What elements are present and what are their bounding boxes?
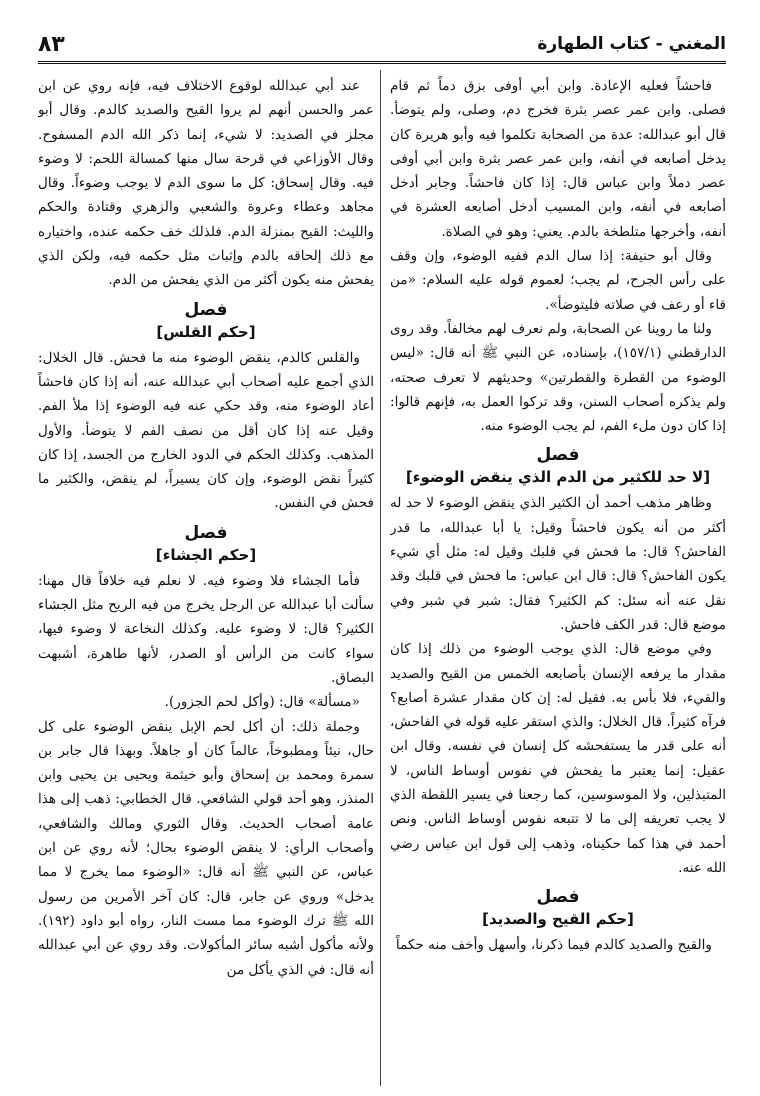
right-column — [390, 74, 726, 1084]
column-divider — [380, 70, 381, 1086]
paragraph: والقيح والصديد كالدم فيما ذكرنا، وأسهل وأخف منه حكماً — [395, 937, 712, 954]
section-subheading: [حكم القيح والصديد] — [482, 910, 634, 929]
header-rule — [38, 61, 726, 64]
paragraph: والقلس كالدم، ينقض الوضوء منه ما فحش. قال الخلال: الذي أجمع عليه أصحاب أبي عبدالله عنه، أنه إذا كان فاحشاً أعاد الوضوء منه، وقد حكي عنه فيه الوضوء إذا ملأ الفم. وقيل عنه إذا كان أقل من نصف الفم لا يتوضأ. والأول المذهب. وكذلك الحكم في الدود الخارج من الجسد، إذا كان كثيراً نقض الوضوء، وإن كان يسيراً، لم ينقض، والكثير ما فحش في النفس. — [38, 349, 374, 512]
section-heading: فصل — [536, 887, 580, 908]
paragraph: عند أبي عبدالله لوقوع الاختلاف فيه، فإنه روي عن ابن عمر والحسن أنهم لم يروا القيح والصديد كالدم. وقال أبو مجلز في الصديد: لا شيء، إنما ذكر الله الدم المسفوح. وقال الأوزاعي في قرحة سال منها كمسالة اللحم: لا وضوء فيه. وقال إسحاق: كل ما سوى الدم لا يوجب وضوءاً. وقال مجاهد وعطاء وعروة والشعبي والزهري وقتادة والحكم والليث: القيح بمنزلة الدم. فلذلك خف حكمه عنده، واختياره مع ذلك إلحاقه بالدم وإثبات مثل حكمه فيه، ولكن الذي يفحش منه يكون أكثر من الذي يفحش من الدم. — [38, 78, 374, 289]
section-subheading: [لا حد للكثير من الدم الذي ينقض الوضوء] — [405, 468, 711, 487]
paragraph: فاحشاً فعليه الإعادة. وابن أبي أوفى بزق دماً ثم قام فصلى. وابن عمر عصر بثرة فخرج دم، وصلى، ولم يتوضأ. قال أبو عبدالله: عدة من الصحابة تكلموا فيه وأبو هريرة كان يدخل أصابعه في أنفه، وابن عمر عصر بثرة وابن أبي أوفى عصر دملاً وابن عباس قال: إذا كان فاحشاً. وجابر أدخل أصابعه في أنفه، وابن المسيب أدخل أصابعه العشرة في أنفه، وأخرجها متلطخة بالدم. يعني: وهو في الصلاة. — [390, 78, 726, 240]
section-heading: فصل — [536, 445, 580, 466]
page-header — [38, 30, 726, 64]
paragraph: وفي موضع قال: الذي يوجب الوضوء من ذلك إذا كان مقدار ما يرفعه الإنسان بأصابعه الخمس من القيح والصديد والقيء، فلا بأس به. فقيل له: إن كان مقدار عشرة أصابع؟ فرآه كثيراً. قال الخلال: والذي استقر عليه قوله في الفاحش، أنه على قدر ما يستفحشه كل إنسان في نفسه. وقال ابن عقيل: إنما يعتبر ما يفحش في نفوس أوساط الناس، لا المتبذلين، ولا الموسوسين، كما رجعنا في يسير اللقطة الذي لا يجب تعريفه إلى ما لا تتبعه نفوس أوساط الناس. ونص أحمد في هذا كما حكيناه، وذهب إلى قول ابن عباس رضي الله عنه. — [390, 641, 726, 876]
paragraph: فأما الجشاء فلا وضوء فيه. لا نعلم فيه خلافاً قال مهنا: سألت أبا عبدالله عن الرجل يخرج من فيه الريح مثل الجشاء الكثير؟ قال: لا وضوء عليه. وكذلك النخاعة لا وضوء فيها، سواء كانت من الرأس أو الصدر، لأنها طاهرة، أشبهت البصاق. — [38, 572, 374, 686]
section-subheading: [حكم الجشاء] — [155, 545, 257, 564]
left-column — [38, 74, 374, 1084]
section-heading: فصل — [184, 522, 228, 543]
paragraph: ولنا ما روينا عن الصحابة، ولم نعرف لهم مخالفاً. وقد روى الدارقطني (١٥٧/١)، بإسناده، عن النبي ﷺ أنه قال: «ليس الوضوء من القطرة والقطرتين» وحديثهم لا تعرف صحته، ولم يذكره أصحاب السنن، وقد تركوا العمل به، فإنهم قالوا: إذا كان دون ملء الفم، لم يجب الوضوء منه. — [390, 320, 726, 435]
section-subheading: [حكم القلس] — [156, 322, 256, 341]
paragraph: وظاهر مذهب أحمد أن الكثير الذي ينقض الوضوء لا حد له أكثر من أنه يكون فاحشاً وقيل: يا أبا عبدالله، ما قدر الفاحش؟ قال: ما فحش في قلبك وقيل له: مثل أي شيء يكون الفاحش؟ قال: قال ابن عباس: ما فحش في قلبك وقد نقل عنه أنه سئل: كم الكثير؟ فقال: شبر في شبر وفي موضع قال: قدر الكف فاحش. — [390, 495, 726, 633]
page-number: ٨٣ — [38, 32, 65, 57]
paragraph: وقال أبو حنيفة: إذا سال الدم ففيه الوضوء، وإن وقف على رأس الجرح، لم يجب؛ لعموم قوله عليه السلام: «من قاء أو رعف في صلاته فليتوضأ». — [390, 248, 726, 313]
section-heading: فصل — [184, 299, 228, 320]
paragraph: «مسألة» قال: (وأكل لحم الجزور). — [164, 694, 360, 711]
paragraph: وجملة ذلك: أن أكل لحم الإبل ينقض الوضوء على كل حال، نيئاً ومطبوخاً، عالماً كان أو جاهلاً. وبهذا قال جابر بن سمرة ومحمد بن إسحاق وأبو خيثمة ويحيى بن يحيى وابن المنذر، وهو أحد قولي الشافعي. قال الخطابي: ذهب إلى هذا عامة أصحاب الحديث. وقال الثوري ومالك والشافعي، وأصحاب الرأي: لا ينقض الوضوء بحال؛ لأنه روي عن ابن عباس، عن النبي ﷺ أنه قال: «الوضوء مما يخرج لا مما يدخل» وروي عن جابر، قال: كان آخر الأمرين من رسول الله ﷺ ترك الوضوء مما مست النار، رواه أبو داود (١٩٢). ولأنه مأكول أشبه سائر المأكولات. وقد روي عن أبي عبدالله أنه قال: في الذي يأكل من — [38, 718, 374, 978]
running-title: المغني - كتاب الطهارة — [537, 34, 726, 54]
